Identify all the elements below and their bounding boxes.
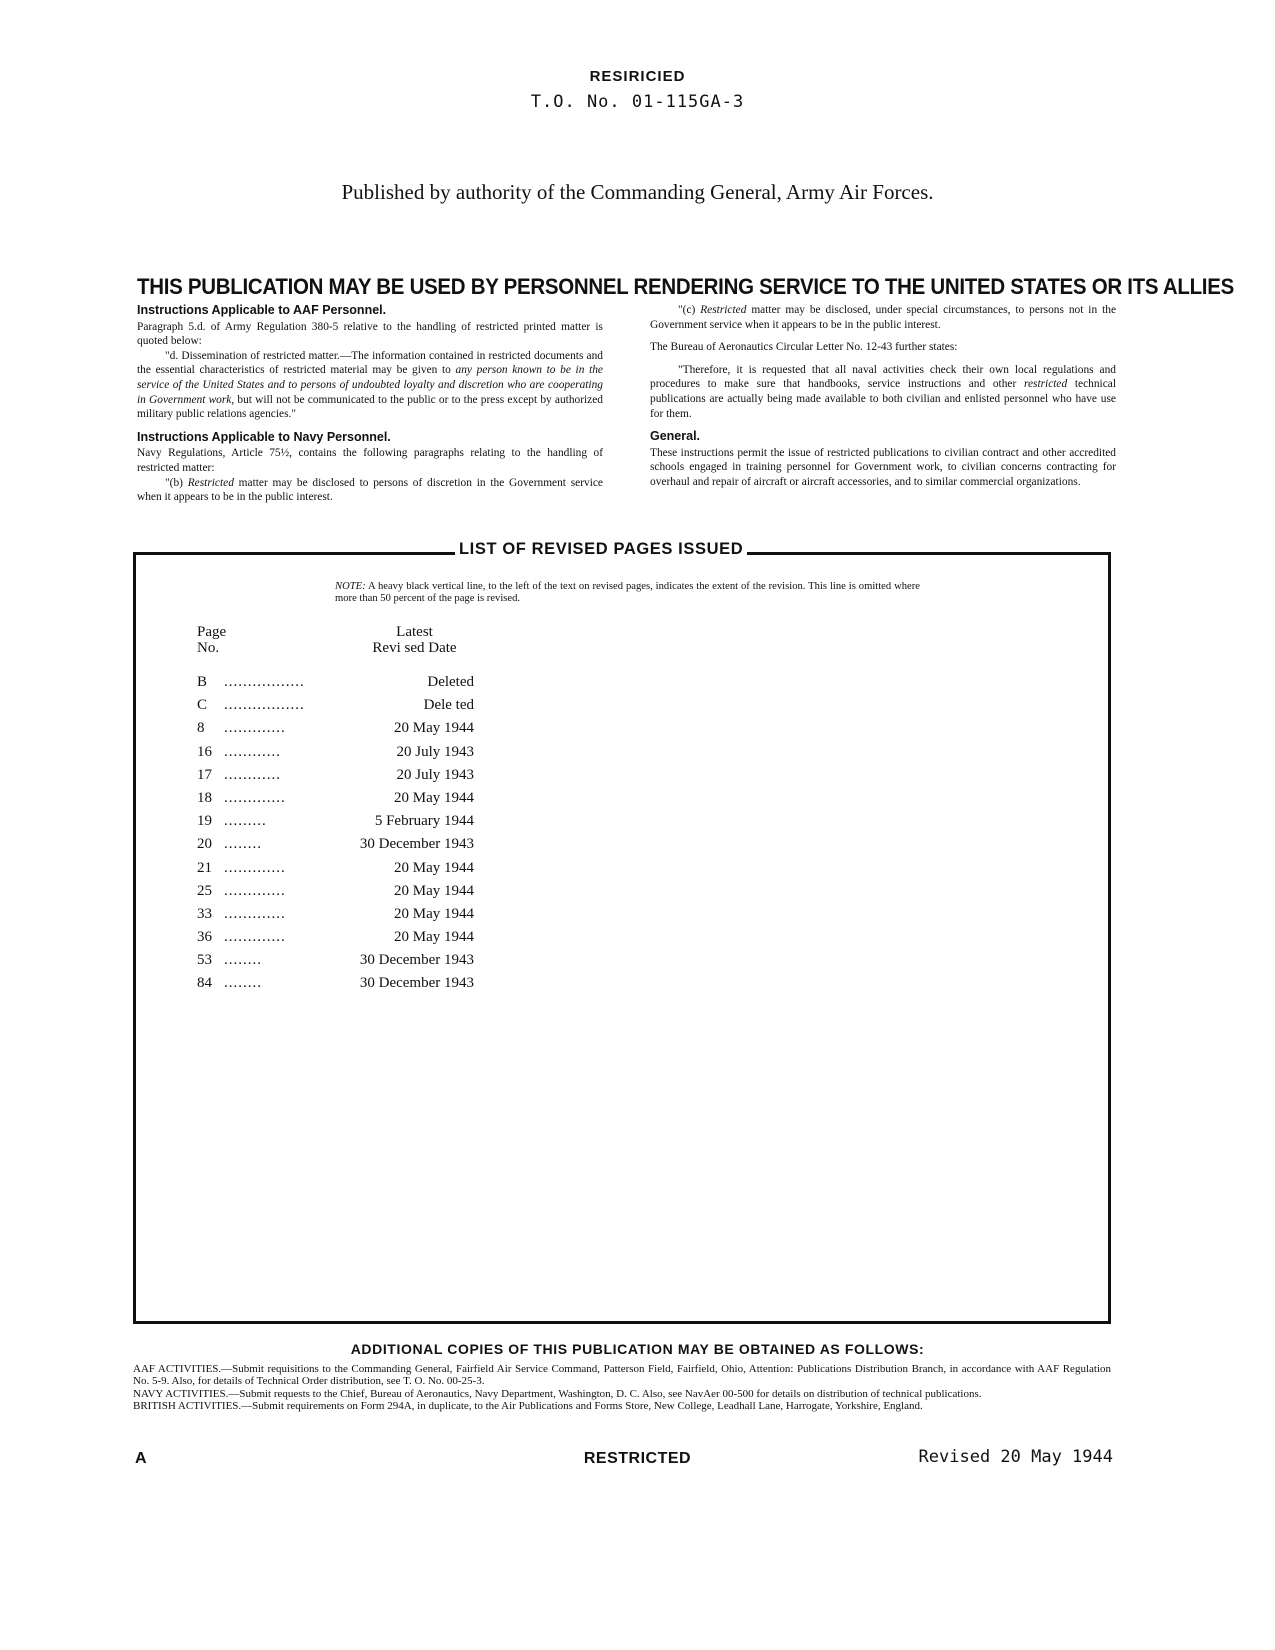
revision-note	[335, 581, 920, 605]
aaf-activities: AAF ACTIVITIES.—Submit requisitions to the Commanding General, Fairfield Air Service Command, Patterson Field, Fairfield, Ohio, Attention: Publications Distribution Branch, in accordance with AAF Regulation No. 5-9. Also, for details of Technical Order distribution, see T. O. No. 00-25-3.	[133, 1363, 1111, 1388]
revised-page-number: 18	[197, 789, 212, 806]
revised-page-row	[197, 903, 487, 926]
page-letter: A	[135, 1450, 147, 1467]
revised-page-number: 16	[197, 743, 212, 760]
revised-page-date: 20 May 1944	[394, 859, 474, 876]
aaf-quote-italic: any person known to be in the service of the United States and to persons of undoubted loyalty and discretion who are cooperating in Government work,	[137, 364, 603, 406]
header-restricted-label: RESIRICIED	[589, 68, 686, 85]
revised-page-date: 5 February 1944	[374, 813, 474, 830]
left-column	[137, 303, 603, 505]
revised-page-number: 25	[197, 882, 212, 899]
revised-page-row	[197, 972, 487, 995]
revised-page-number: 17	[197, 766, 212, 783]
leader-dots: ........	[224, 975, 262, 992]
navy-c-prefix: "(c)	[678, 304, 701, 316]
column-header-page-line1: Page	[197, 624, 227, 640]
column-header-date	[352, 624, 477, 656]
revised-page-row	[197, 787, 487, 810]
revised-page-date: 20 May 1944	[394, 720, 474, 737]
revised-page-row	[197, 764, 487, 787]
leader-dots: .............	[224, 905, 286, 922]
column-header-page	[197, 624, 226, 656]
bureau-text: The Bureau of Aeronautics Circular Letter No. 12-43 further states:	[650, 341, 958, 354]
revised-page-row	[197, 857, 487, 880]
navy-paragraph-c	[650, 303, 1116, 332]
revised-page-row	[197, 717, 487, 740]
therefore-italic: restricted	[1023, 378, 1068, 391]
revised-page-date: 20 July 1943	[396, 743, 474, 760]
revised-page-date: 20 May 1944	[394, 905, 474, 922]
aaf-heading: Instructions Applicable to AAF Personnel.	[137, 303, 387, 317]
navy-intro: Navy Regulations, Article 75½, contains the following paragraphs relating to the handling of restricted matter:	[137, 447, 603, 474]
revised-page-date: 20 May 1944	[394, 882, 474, 899]
revised-page-row	[197, 694, 487, 717]
therefore-end: technical publications are actually being made available to both civilian and enlisted personnel who have use for them.	[650, 378, 1116, 420]
revised-page-date: 20 July 1943	[396, 766, 474, 783]
british-activities: BRITISH ACTIVITIES.—Submit requirements on Form 294A, in duplicate, to the Air Publications and Forms Store, New College, Leadhall Lane, Harrogate, Yorkshire, England.	[133, 1399, 923, 1412]
revised-page-row	[197, 741, 487, 764]
navy-activities: NAVY ACTIVITIES.—Submit requests to the Chief, Bureau of Aeronautics, Navy Department, Washington, D. C. Also, see NavAer 00-500 for details on distribution of technical publications.	[133, 1387, 982, 1400]
navy-heading: Instructions Applicable to Navy Personnel.	[137, 429, 391, 444]
leader-dots: ............	[224, 743, 281, 760]
technical-order-number: T.O. No. 01-115GA-3	[530, 92, 745, 112]
revised-page-date: 20 May 1944	[394, 789, 474, 806]
right-column	[650, 303, 1116, 490]
leader-dots: .............	[224, 859, 286, 876]
revised-pages-list	[197, 671, 487, 996]
revised-page-number: B	[197, 674, 208, 690]
aaf-quote-end: but will not be communicated to the public or to the press except by authorized military public relations agencies."	[137, 393, 603, 421]
therefore-start: "Therefore, it is requested that all naval activities check their own local regulations and procedures to make sure that handbooks, service instructions and other	[650, 363, 1116, 391]
revised-page-number: 8	[197, 720, 205, 737]
revised-page-date: 30 December 1943	[359, 975, 474, 992]
revised-page-number: 19	[197, 813, 212, 830]
revised-page-row	[197, 926, 487, 949]
additional-copies-heading: ADDITIONAL COPIES OF THIS PUBLICATION MAY BE OBTAINED AS FOLLOWS:	[350, 1341, 925, 1357]
revised-pages-title: LIST OF REVISED PAGES ISSUED	[455, 540, 747, 559]
leader-dots: .................	[224, 697, 305, 714]
revised-page-row	[197, 880, 487, 903]
revised-page-number: 84	[197, 975, 212, 992]
revised-page-number: 21	[197, 859, 212, 876]
usage-banner: THIS PUBLICATION MAY BE USED BY PERSONNEL RENDERING SERVICE TO THE UNITED STATES OR ITS ALLIES	[137, 274, 1234, 299]
revised-page-row	[197, 833, 487, 856]
revised-page-number: 33	[197, 905, 212, 922]
leader-dots: ........	[224, 836, 262, 853]
aaf-quote-start: "d. Dissemination of restricted matter.—The information contained in restricted documents and the essential characteristics of restricted material may be given to	[137, 349, 603, 377]
general-text: These instructions permit the issue of restricted publications to civilian contract and other accredited schools engaged in training personnel for Government work, to civilian concerns contracting for overhaul and repair of aircraft or aircraft accessories, and to similar commercial organizations.	[650, 446, 1116, 488]
revised-page-number: 20	[197, 836, 212, 853]
leader-dots: .............	[224, 720, 286, 737]
revised-page-row	[197, 810, 487, 833]
navy-paragraph-b	[137, 476, 603, 505]
revised-page-date: 20 May 1944	[394, 929, 474, 946]
navy-c-text: matter may be disclosed, under special circumstances, to persons not in the Government service when it appears to be in the public interest.	[650, 304, 1116, 331]
aaf-quote	[137, 349, 603, 422]
column-header-date-line2: Revi sed Date	[372, 640, 457, 656]
leader-dots: .............	[224, 929, 286, 946]
revised-page-number: C	[197, 697, 208, 714]
column-header-page-line2: No.	[197, 640, 220, 656]
note-label: NOTE:	[335, 581, 366, 592]
column-header-date-line1: Latest	[396, 624, 433, 640]
leader-dots: .........	[224, 813, 267, 830]
navy-b-text: matter may be disclosed to persons of discretion in the Government service when it appears to be in the public interest.	[137, 476, 603, 504]
leader-dots: .............	[224, 882, 286, 899]
footer-restricted-label: RESTRICTED	[583, 1450, 692, 1467]
navy-c-italic: Restricted	[700, 304, 747, 316]
navy-b-prefix: "(b)	[165, 476, 188, 489]
revised-page-date: Dele ted	[423, 697, 474, 714]
leader-dots: ........	[224, 952, 262, 969]
leader-dots: .............	[224, 789, 286, 806]
revised-page-row	[197, 671, 487, 694]
published-by-line: Published by authority of the Commanding General, Army Air Forces.	[341, 180, 934, 204]
leader-dots: ............	[224, 766, 281, 783]
footer-revised-date: Revised 20 May 1944	[918, 1447, 1113, 1467]
revised-page-date: 30 December 1943	[359, 836, 474, 853]
aaf-intro: Paragraph 5.d. of Army Regulation 380-5 relative to the handling of restricted printed matter is quoted below:	[137, 320, 603, 348]
revised-page-date: Deleted	[427, 674, 474, 690]
note-text: A heavy black vertical line, to the left of the text on revised pages, indicates the extent of the revision. This line is omitted where more than 50 percent of the page is revised.	[335, 581, 920, 604]
general-heading: General.	[650, 429, 701, 444]
therefore-paragraph	[650, 363, 1116, 421]
revised-page-date: 30 December 1943	[359, 952, 474, 969]
revised-page-number: 53	[197, 952, 212, 969]
navy-b-italic: Restricted	[187, 476, 234, 489]
additional-copies-body	[133, 1363, 1111, 1412]
revised-page-number: 36	[197, 929, 212, 946]
revised-page-row	[197, 949, 487, 972]
leader-dots: .................	[224, 674, 305, 690]
